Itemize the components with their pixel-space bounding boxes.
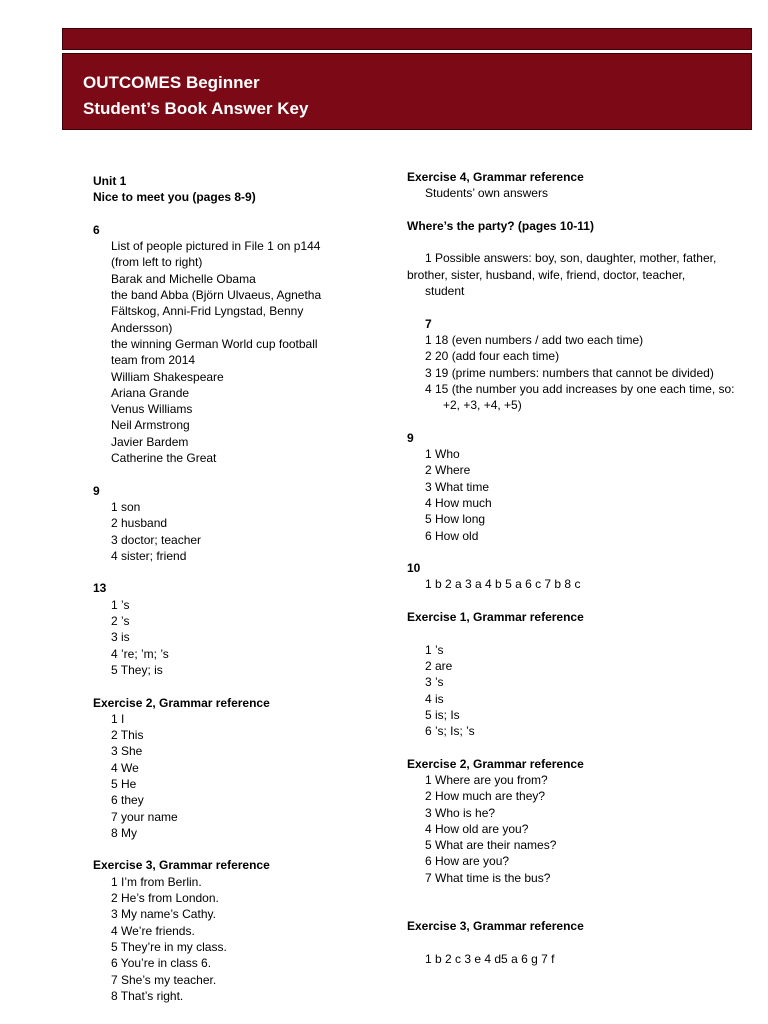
answer-line: 5 is; Is bbox=[425, 707, 460, 722]
answer-key-title: Student’s Book Answer Key bbox=[83, 99, 309, 118]
answer-line: 1 Where are you from? bbox=[425, 772, 548, 787]
answer-line: Venus Williams bbox=[111, 402, 193, 417]
grammar-ex3-answers: 1 b 2 c 3 e 4 d5 a 6 g 7 f bbox=[425, 951, 555, 966]
answer-line: the band Abba (Björn Ulvaeus, Agnetha bbox=[111, 288, 322, 303]
exercise-1-line1: 1 Possible answers: boy, son, daughter, mother, father, bbox=[425, 251, 717, 266]
answer-line: 4 We bbox=[111, 760, 139, 775]
exercise-9-answers bbox=[407, 446, 762, 544]
grammar-ex2-answers bbox=[407, 772, 762, 886]
answer-line: 1 ’s bbox=[425, 642, 444, 657]
answer-line: 1 18 (even numbers / add two each time) bbox=[425, 332, 644, 347]
answer-line: 3 ’s bbox=[425, 675, 444, 690]
answer-line: 5 They’re in my class. bbox=[111, 939, 227, 954]
exercise-1-line3: student bbox=[425, 284, 465, 299]
exercise-13-answers bbox=[93, 597, 363, 678]
grammar-ex2-title: Exercise 2, Grammar reference bbox=[93, 695, 270, 710]
answer-line: 4 How old are you? bbox=[425, 821, 529, 836]
answer-line: 4 ’re; ’m; ’s bbox=[111, 646, 169, 661]
answer-line: 6 How are you? bbox=[425, 854, 510, 869]
answer-line: 3 Who is he? bbox=[425, 805, 496, 820]
answer-line: 4 is bbox=[425, 691, 444, 706]
grammar-ex4-title: Exercise 4, Grammar reference bbox=[407, 170, 584, 184]
unit-label: Unit 1 bbox=[93, 174, 127, 188]
answer-line: 3 What time bbox=[425, 479, 490, 494]
exercise-1-line2: brother, sister, husband, wife, friend, doctor, teacher, bbox=[407, 267, 686, 282]
answer-line: 3 My name’s Cathy. bbox=[111, 907, 216, 922]
answer-line: 4 15 (the number you add increases by one each time, so: bbox=[425, 381, 735, 396]
title-banner bbox=[62, 53, 752, 130]
answer-line: 7 What time is the bus? bbox=[425, 870, 551, 885]
answer-line: 1 I’m from Berlin. bbox=[111, 874, 202, 889]
answer-line: 1 ’s bbox=[111, 597, 130, 612]
book-title: OUTCOMES Beginner bbox=[83, 73, 260, 92]
answer-line: Barak and Michelle Obama bbox=[111, 271, 256, 286]
answer-line: 1 Who bbox=[425, 447, 460, 462]
answer-line: the winning German World cup football bbox=[111, 336, 318, 351]
answer-line-continued: +2, +3, +4, +5) bbox=[443, 398, 522, 413]
answer-line: 6 they bbox=[111, 793, 144, 808]
answer-line: Neil Armstrong bbox=[111, 418, 190, 433]
answer-line: team from 2014 bbox=[111, 353, 196, 368]
answer-line: Javier Bardem bbox=[111, 434, 189, 449]
left-column bbox=[93, 173, 363, 1004]
answer-line: 2 This bbox=[111, 728, 144, 743]
exercise-9-answers bbox=[93, 499, 363, 564]
answer-line: Catherine the Great bbox=[111, 451, 217, 466]
answer-line: Ariana Grande bbox=[111, 385, 190, 400]
answer-line: 3 19 (prime numbers: numbers that cannot be divided) bbox=[425, 365, 714, 380]
exercise-7-number: 7 bbox=[425, 316, 432, 331]
answer-line: 2 He’s from London. bbox=[111, 891, 219, 906]
answer-line: 2 How much are they? bbox=[425, 789, 546, 804]
exercise-7-answers bbox=[407, 332, 762, 413]
answer-line: 5 How long bbox=[425, 512, 486, 527]
answer-line: Fältskog, Anni-Frid Lyngstad, Benny bbox=[111, 304, 304, 319]
grammar-ex1-answers bbox=[407, 642, 762, 740]
answer-line: 7 She’s my teacher. bbox=[111, 972, 217, 987]
answer-line: 5 He bbox=[111, 776, 137, 791]
answer-line: 3 doctor; teacher bbox=[111, 532, 202, 547]
exercise-10-number: 10 bbox=[407, 561, 421, 576]
answer-line: 6 ’s; Is; ’s bbox=[425, 724, 475, 739]
answer-line: 8 That’s right. bbox=[111, 988, 184, 1003]
exercise-6-answers bbox=[93, 238, 363, 466]
section-title: Where’s the party? (pages 10-11) bbox=[407, 218, 594, 233]
grammar-ex3-title: Exercise 3, Grammar reference bbox=[407, 919, 584, 934]
answer-line: 3 She bbox=[111, 744, 143, 759]
answer-line: 6 How old bbox=[425, 528, 479, 543]
answer-line: 4 We’re friends. bbox=[111, 923, 195, 938]
top-decorative-bar bbox=[62, 28, 752, 50]
answer-line: 8 My bbox=[111, 825, 138, 840]
grammar-ex2-answers bbox=[93, 711, 363, 841]
answer-line: 5 What are their names? bbox=[425, 838, 557, 853]
grammar-ex4-answer: Students’ own answers bbox=[425, 186, 548, 201]
unit-title: Nice to meet you (pages 8-9) bbox=[93, 190, 256, 205]
exercise-10-answers: 1 b 2 a 3 a 4 b 5 a 6 c 7 b 8 c bbox=[425, 577, 581, 592]
answer-line: William Shakespeare bbox=[111, 369, 224, 384]
exercise-9-number: 9 bbox=[407, 430, 414, 445]
answer-line: (from left to right) bbox=[111, 255, 203, 270]
answer-line: 2 are bbox=[425, 658, 453, 673]
answer-line: 5 They; is bbox=[111, 662, 163, 677]
answer-line: 4 sister; friend bbox=[111, 548, 187, 563]
answer-line: 6 You’re in class 6. bbox=[111, 956, 212, 971]
answer-line: 7 your name bbox=[111, 809, 178, 824]
answer-line: 3 is bbox=[111, 630, 130, 645]
grammar-ex1-title: Exercise 1, Grammar reference bbox=[407, 610, 584, 625]
answer-line: 2 20 (add four each time) bbox=[425, 349, 560, 364]
answer-line: 2 Where bbox=[425, 463, 471, 478]
answer-line: 2 husband bbox=[111, 516, 168, 531]
grammar-ex3-title: Exercise 3, Grammar reference bbox=[93, 858, 270, 873]
exercise-9-number: 9 bbox=[93, 483, 100, 498]
answer-line: 1 son bbox=[111, 499, 141, 514]
exercise-13-number: 13 bbox=[93, 581, 107, 596]
grammar-ex3-answers bbox=[93, 874, 363, 1004]
right-column bbox=[407, 169, 762, 967]
grammar-ex2-title: Exercise 2, Grammar reference bbox=[407, 756, 584, 771]
answer-line: 1 I bbox=[111, 711, 125, 726]
answer-line: List of people pictured in File 1 on p144 bbox=[111, 239, 321, 254]
answer-line: Andersson) bbox=[111, 320, 173, 335]
answer-line: 4 How much bbox=[425, 495, 492, 510]
answer-line: 2 ’s bbox=[111, 614, 130, 629]
exercise-6-number: 6 bbox=[93, 222, 100, 237]
